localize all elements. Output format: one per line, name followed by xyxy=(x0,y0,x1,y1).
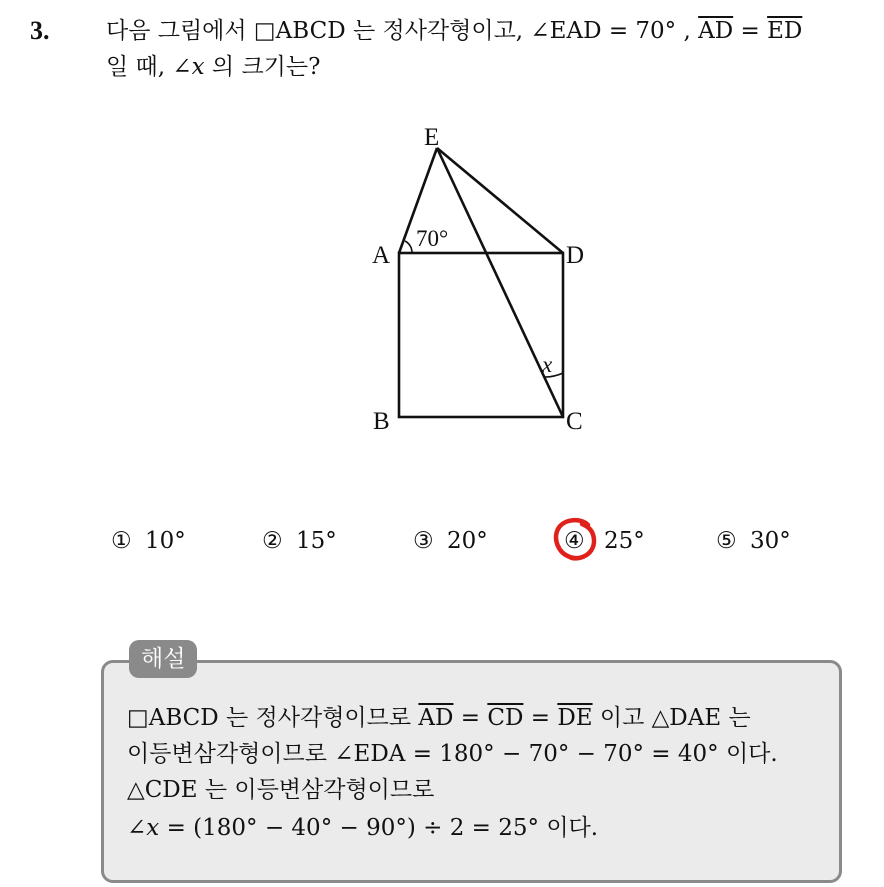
angle-label-70: 70° xyxy=(416,226,449,251)
segment-ed: $\overline{ED}$ xyxy=(767,18,803,44)
point-label-b: B xyxy=(373,408,390,435)
solution-line-3: △CDE 는 이등변삼각형이므로 xyxy=(127,777,435,803)
point-label-e: E xyxy=(424,124,440,151)
selected-answer-circle-mark xyxy=(552,515,598,563)
solution-text-4b: = (180° − 40° − 90°) ÷ 2 = 25° 이다. xyxy=(159,815,599,841)
question-text-line1 xyxy=(106,16,802,46)
solution-segment-cd: $\overline{CD}$ xyxy=(487,705,524,731)
solution-eq-2: = xyxy=(523,705,558,731)
choice-2[interactable] xyxy=(262,523,337,559)
solution-text-1a: □ABCD 는 정사각형이므로 xyxy=(127,705,419,731)
solution-text-4a: ∠ xyxy=(127,815,147,841)
solution-line-2: 이등변삼각형이므로 ∠EDA = 180° − 70° − 70° = 40° 이다. xyxy=(127,741,778,767)
solution-line-1 xyxy=(127,703,751,733)
solution-segment-de: $\overline{DE}$ xyxy=(557,705,593,731)
solution-eq-1: = xyxy=(453,705,488,731)
choice-1-number: ① xyxy=(111,528,132,554)
choice-4-number: ④ xyxy=(564,528,585,554)
answer-choices xyxy=(0,523,884,563)
question-text-b: 일 때, ∠ xyxy=(106,54,192,80)
question-number: 3. xyxy=(30,16,50,45)
choice-3[interactable] xyxy=(413,523,488,559)
solution-line-4 xyxy=(127,813,598,843)
choice-2-number: ② xyxy=(262,528,283,554)
choice-1-value: 10° xyxy=(145,528,186,554)
square-abcd xyxy=(399,253,563,417)
question-text-c: 의 크기는? xyxy=(204,54,321,80)
choice-3-number: ③ xyxy=(413,528,434,554)
choice-5-value: 30° xyxy=(750,528,791,554)
angle-label-x: x xyxy=(542,352,553,377)
solution-segment-ad: $\overline{AD}$ xyxy=(418,705,454,731)
solution-tag: 해설 xyxy=(129,640,197,678)
angle-arc-70 xyxy=(405,241,412,253)
choice-2-value: 15° xyxy=(296,528,337,554)
segment-ad: $\overline{AD}$ xyxy=(698,18,734,44)
solution-variable-x: x xyxy=(146,815,160,841)
choice-5-number: ⑤ xyxy=(716,528,737,554)
choice-4-value: 25° xyxy=(604,528,645,554)
question-text-line2 xyxy=(106,52,320,82)
question-text-a: 다음 그림에서 □ABCD 는 정사각형이고, ∠EAD = 70° , xyxy=(106,18,699,44)
choice-1[interactable] xyxy=(111,523,186,559)
point-label-a: A xyxy=(372,242,391,269)
geometry-figure xyxy=(360,115,620,445)
point-label-c: C xyxy=(566,408,583,435)
choice-3-value: 20° xyxy=(447,528,488,554)
segment-ed-line xyxy=(437,148,563,253)
equals-sign: = xyxy=(733,18,768,44)
angle-variable: x xyxy=(191,54,205,80)
choice-5[interactable] xyxy=(716,523,791,559)
solution-text-1b: 이고 △DAE 는 xyxy=(592,705,751,731)
solution-box xyxy=(101,660,842,883)
point-label-d: D xyxy=(566,242,585,269)
